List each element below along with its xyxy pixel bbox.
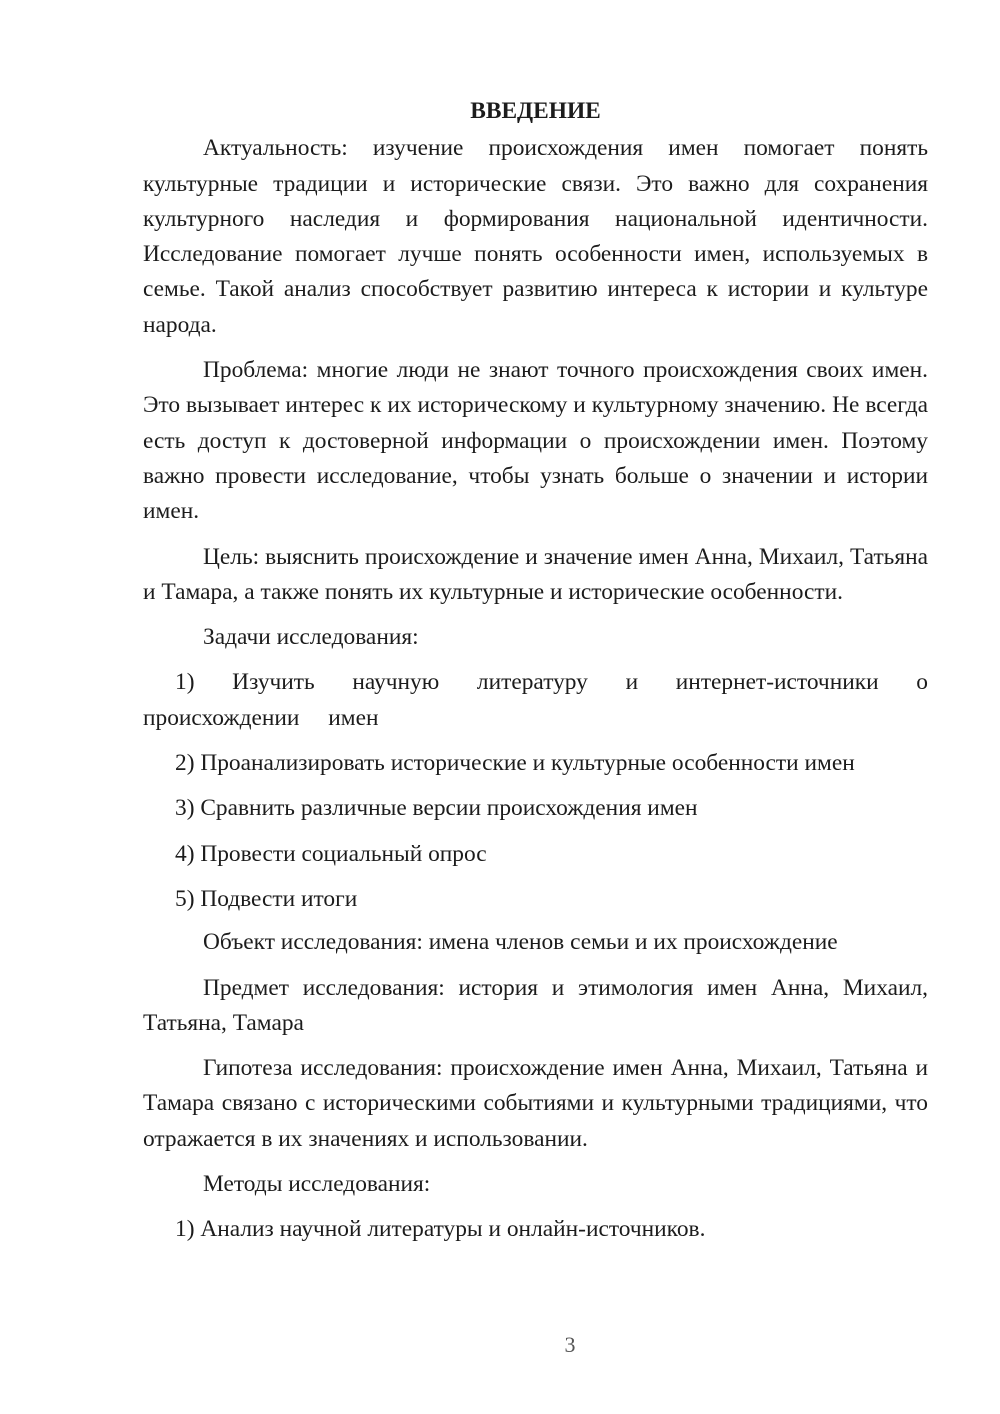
page-content [143,94,928,1248]
task-item: 3) Сравнить различные версии происхождения имен [175,795,698,822]
tasks-heading: Задачи исследования: [203,624,419,651]
task-item: 2) Проанализировать исторические и культурные особенности имен [175,750,855,777]
subject-paragraph: Предмет исследования: история и этимология имен Анна, Михаил, Татьяна, Тамара [143,974,928,1036]
problem-paragraph: Проблема: многие люди не знают точного происхождения своих имен. Это вызывает интерес к их историческому и культурному значению. Не всегда есть доступ к достоверной информации о происхождении имен. Поэтому важно провести исследование, чтобы узнать больше о значении и истории имен. [143,357,928,525]
section-title: ВВЕДЕНИЕ [470,98,601,124]
relevance-paragraph: Актуальность: изучение происхождения имен помогает понять культурные традиции и исторические связи. Это важно для сохранения культурного наследия и формирования национальной идентичности. Исследование помогает лучше понять особенности имен, используемых в семье. Такой анализ способствует развитию интереса к истории и культуре народа. [143,135,928,338]
methods-heading: Методы исследования: [203,1171,431,1198]
task-item: 5) Подвести итоги [175,885,358,912]
hypothesis-paragraph: Гипотеза исследования: происхождение имен Анна, Михаил, Татьяна и Тамара связано с историческими событиями и культурными традициями, что отражается в их значениях и использовании. [143,1055,928,1152]
page-number: 3 [564,1332,576,1357]
goal-paragraph: Цель: выяснить происхождение и значение имен Анна, Михаил, Татьяна и Тамара, а также понять их культурные и исторические особенности. [143,543,928,605]
method-item: 1) Анализ научной литературы и онлайн-источников. [175,1216,706,1243]
task-item: 4) Провести социальный опрос [175,840,487,867]
task-item: 1) Изучить научную литературу и интернет-источники о происхождении имен [143,669,928,731]
object-paragraph: Объект исследования: имена членов семьи и их происхождение [203,929,838,956]
